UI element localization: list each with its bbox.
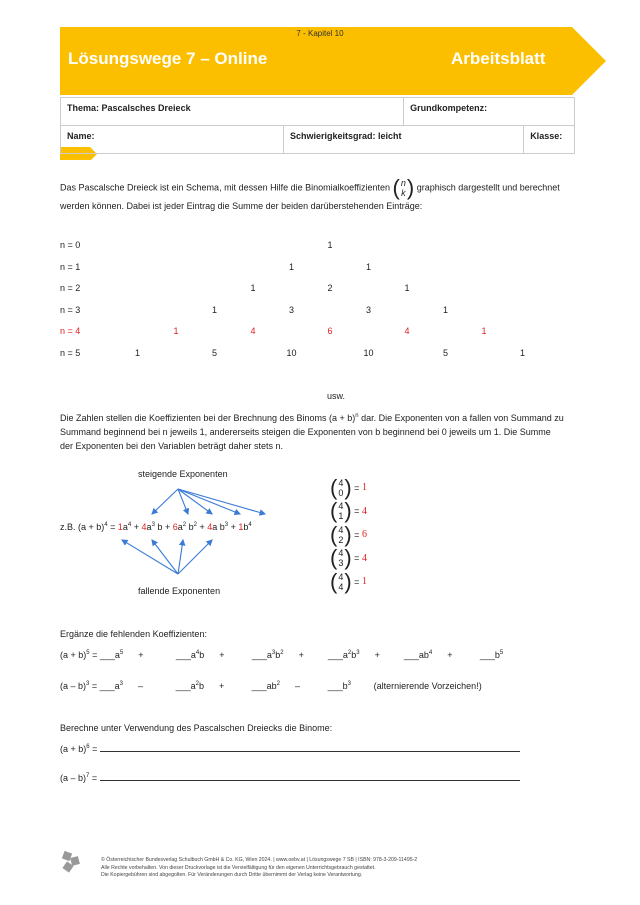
paren-close: ) xyxy=(344,498,352,524)
blank-field[interactable]: ___ xyxy=(327,681,343,691)
row-note: (alternierende Vorzeichen!) xyxy=(373,681,482,691)
equals: = xyxy=(351,506,362,517)
equals: = xyxy=(89,773,100,783)
task1-row2 xyxy=(60,681,482,691)
triangle-entry: 5 xyxy=(211,347,217,358)
triangle-entry: 10 xyxy=(286,347,297,358)
binome-lhs: (a – b) xyxy=(60,773,87,783)
term-var-a: a xyxy=(146,522,152,532)
blank-field[interactable]: ___ xyxy=(251,681,267,691)
term-sup-a: 3 xyxy=(151,522,155,528)
term-var: a xyxy=(114,681,120,691)
blank-field[interactable]: ___ xyxy=(175,681,191,691)
term-var-b: b xyxy=(219,522,225,532)
triangle-entry: 3 xyxy=(365,304,371,315)
term-sup2: 3 xyxy=(356,650,360,656)
binomial-value: 1 xyxy=(361,482,367,494)
blank-field[interactable]: ___ xyxy=(327,650,343,660)
triangle-entry: 1 xyxy=(481,326,487,336)
term-sup-a: 4 xyxy=(127,522,132,528)
blank-field[interactable]: ___ xyxy=(99,650,115,660)
equals: = xyxy=(351,529,362,540)
binomial-list xyxy=(330,476,367,594)
term-slot xyxy=(176,650,252,660)
term-slot xyxy=(100,681,176,691)
explanation-sup: n xyxy=(355,413,359,419)
answer-line[interactable] xyxy=(100,743,520,752)
triangle-row-label: n = 3 xyxy=(60,304,81,315)
worksheet-title: Lösungswege 7 – Online xyxy=(68,49,268,68)
triangle-entry: 5 xyxy=(442,347,448,358)
term-var-b: b xyxy=(243,522,249,532)
binomial-item xyxy=(330,523,367,547)
term-var: a xyxy=(190,681,196,691)
paren-open: ( xyxy=(330,498,338,524)
triangle-entry: 3 xyxy=(288,304,294,315)
triangle-entry: 1 xyxy=(442,304,448,315)
term-var-b: b xyxy=(157,522,163,532)
binomial-top: 4 xyxy=(338,548,344,559)
paren-close: ) xyxy=(344,474,352,500)
triangle-entry: 1 xyxy=(211,304,217,315)
binomial-top: 4 xyxy=(338,501,344,512)
operator: – xyxy=(280,681,301,691)
binome-lhs: (a + b) xyxy=(60,744,87,754)
operator: + xyxy=(432,650,453,660)
term-var2: b xyxy=(199,650,205,660)
term-sup: 4 xyxy=(195,650,200,656)
equals: = xyxy=(89,681,100,691)
binom-n-k: ( n k ) xyxy=(392,175,415,200)
term-slot xyxy=(252,650,328,660)
term-slot xyxy=(328,681,368,691)
paren-open: ( xyxy=(330,545,338,571)
operator: + xyxy=(359,650,380,660)
triangle-entry: 4 xyxy=(404,326,410,336)
triangle-entry: 1 xyxy=(134,347,140,358)
term-var-a: a xyxy=(122,522,128,532)
term-var: a xyxy=(190,650,196,660)
triangle-entry: 1 xyxy=(404,283,410,293)
term-coefficient: 1 xyxy=(117,522,123,532)
operator: – xyxy=(123,681,144,691)
explanation-line1a: Die Zahlen stellen die Koeffizienten bei der Brechnung des Binoms (a + b) xyxy=(60,413,356,423)
triangle-entry: 6 xyxy=(327,326,333,336)
blank-field[interactable]: ___ xyxy=(175,650,191,660)
binomial-top: 4 xyxy=(338,571,344,582)
term-sup: 2 xyxy=(276,681,281,687)
plus-sign: + xyxy=(196,522,208,532)
term-var: b xyxy=(342,681,348,691)
triangle-entry: 1 xyxy=(365,261,371,272)
competence-cell: Grundkompetenz: xyxy=(404,98,575,126)
binomial-bottom: 3 xyxy=(338,558,344,569)
triangle-row-label: n = 4 xyxy=(60,326,81,336)
equals: = xyxy=(351,576,362,587)
term-sup: 5 xyxy=(499,650,504,656)
plus-sign: + xyxy=(131,522,142,532)
etc-label: usw. xyxy=(327,391,346,401)
class-cell: Klasse: xyxy=(524,126,575,154)
term-sup: 2 xyxy=(347,650,352,656)
binomial-item xyxy=(330,476,367,500)
blank-field[interactable]: ___ xyxy=(403,650,419,660)
example-prefix-sup: 4 xyxy=(104,522,108,528)
blank-field[interactable]: ___ xyxy=(479,650,495,660)
plus-sign: + xyxy=(228,522,239,532)
triangle-entry: 10 xyxy=(363,347,374,358)
triangle-entry: 1 xyxy=(250,283,256,293)
term-slot xyxy=(328,650,404,660)
paren-close: ) xyxy=(344,521,352,547)
footer-line2: Alle Rechte vorbehalten. Von dieser Druckvorlage ist die Vervielfältigung für den eigenen Unterrichtsgebrauch gestattet. xyxy=(101,864,376,871)
binome-sup: 7 xyxy=(86,773,90,779)
triangle-row-label: n = 0 xyxy=(60,240,81,250)
paren-close: ) xyxy=(344,568,352,594)
binomial-value: 4 xyxy=(361,505,367,517)
row-lhs: (a – b) xyxy=(60,681,87,691)
term-coefficient: 1 xyxy=(238,522,244,532)
triangle-row-label: n = 2 xyxy=(60,283,81,293)
term-slot xyxy=(252,681,328,691)
binomial-item xyxy=(330,570,367,594)
binomial-stack xyxy=(338,525,343,545)
operator: + xyxy=(204,681,225,691)
term-var: b xyxy=(494,650,500,660)
example-prefix: z.B. (a + b) xyxy=(60,522,105,532)
explanation-line1b: dar. Die Exponenten von a fallen von Summand zu xyxy=(358,413,564,423)
operator: + xyxy=(204,650,225,660)
explanation-line2: Summand beginnend bei n jeweils 1, andererseits steigen die Exponenten von b beginnend bei 0 jeweils um 1. Die Summe xyxy=(60,427,551,437)
chapter-label: 7 - Kapitel 10 xyxy=(296,29,344,38)
term-var2: b xyxy=(275,650,281,660)
term-var-a: a xyxy=(177,522,183,532)
intro-text-1: Das Pascalsche Dreieck ist ein Schema, mit dessen Hilfe die Binomialkoeffizienten xyxy=(60,182,390,193)
triangle-row-label: n = 5 xyxy=(60,347,81,358)
binome-line xyxy=(60,772,520,783)
intro-text-2: graphisch dargestellt und berechnet xyxy=(416,182,560,193)
binomial-bottom: 2 xyxy=(338,534,344,545)
row-lhs-sup: 5 xyxy=(86,650,90,656)
binomial-stack xyxy=(338,478,343,498)
binome-sup: 6 xyxy=(86,744,90,750)
sheet-type-label: Arbeitsblatt xyxy=(451,49,546,68)
example-expansion: z.B. $(a + b)^4 = 1a^4 + 4a^3$ $b + 6a^2$ $b^2 + 4a$ $b^3 + 1b^4$ xyxy=(60,522,252,532)
row-lhs: (a + b) xyxy=(60,650,87,660)
equals: = xyxy=(89,650,100,660)
term-sup-b: 3 xyxy=(224,522,229,528)
term-sup: 3 xyxy=(347,681,352,687)
answer-line[interactable] xyxy=(100,772,520,781)
rising-exponents-label: steigende Exponenten xyxy=(138,469,228,479)
blank-field[interactable]: ___ xyxy=(251,650,267,660)
intro-text-3: werden können. Dabei ist jeder Eintrag die Summe der beiden darüberstehenden Einträge: xyxy=(60,201,423,211)
term-slot xyxy=(480,650,510,660)
term-sup: 3 xyxy=(119,681,124,687)
term-var: a xyxy=(266,650,272,660)
binomial-stack xyxy=(338,572,343,592)
binome-line xyxy=(60,743,520,754)
task2-heading: Berechne unter Verwendung des Pascalschen Dreiecks die Binome: xyxy=(60,723,333,733)
binom-top: n xyxy=(400,178,406,188)
binomial-value: 4 xyxy=(361,552,367,564)
footer xyxy=(101,857,417,880)
term-var2: b xyxy=(351,650,357,660)
term-sup2: 2 xyxy=(280,650,284,656)
operator: + xyxy=(123,650,144,660)
binomial-bottom: 4 xyxy=(338,581,344,592)
equals: = xyxy=(89,744,100,754)
term-var: ab xyxy=(266,681,277,691)
paren-open: ( xyxy=(330,568,338,594)
topic-cell: Thema: Pascalsches Dreieck xyxy=(61,98,404,126)
triangle-entry: 1 xyxy=(288,261,294,272)
triangle-row-label: n = 1 xyxy=(60,261,81,272)
paren-open: ( xyxy=(330,474,338,500)
task1-row1 xyxy=(60,650,510,660)
term-sup: 5 xyxy=(119,650,124,656)
term-var-a: a xyxy=(212,522,218,532)
binomial-item xyxy=(330,547,367,571)
term-sup-b: 4 xyxy=(248,522,252,528)
paren-open: ( xyxy=(330,521,338,547)
term-sup: 2 xyxy=(195,681,200,687)
binomial-bottom: 0 xyxy=(338,487,344,498)
term-slot xyxy=(176,681,252,691)
binomial-item xyxy=(330,500,367,524)
term-var: ab xyxy=(418,650,429,660)
blank-field[interactable]: ___ xyxy=(99,681,115,691)
falling-exponents-label: fallende Exponenten xyxy=(138,586,221,596)
term-slot xyxy=(404,650,480,660)
task1-heading: Ergänze die fehlenden Koeffizienten: xyxy=(60,629,207,639)
binomial-bottom: 1 xyxy=(338,511,344,522)
triangle-entry: 1 xyxy=(327,240,333,250)
difficulty-cell: Schwierigkeitsgrad: leicht xyxy=(284,126,524,154)
term-var-b: b xyxy=(188,522,194,532)
operator: + xyxy=(283,650,304,660)
term-coefficient: 4 xyxy=(141,522,147,532)
equals: = xyxy=(351,553,362,564)
binom-bottom: k xyxy=(401,188,406,198)
binomial-stack xyxy=(338,501,343,521)
binomial-stack xyxy=(338,548,343,568)
footer-line1: © Österreichischer Bundesverlag Schulbuch GmbH & Co. KG, Wien 2024. | www.oebv.at | Lösungswege 7 SB | ISBN: 978-3-209-11495-2 xyxy=(101,857,418,863)
example-terms xyxy=(118,522,252,532)
binomial-value: 1 xyxy=(361,576,367,588)
term-sup-a: 2 xyxy=(182,522,187,528)
triangle-entry: 4 xyxy=(250,326,256,336)
name-cell: Name: xyxy=(61,126,284,154)
footer-line3: Die Kopiergebühren sind abgegolten. Für Veränderungen durch Dritte übernimmt der Verlag keine Verantwortung. xyxy=(101,872,363,878)
row-lhs-sup: 3 xyxy=(86,681,90,687)
term-sup: 4 xyxy=(428,650,433,656)
paren-close: ) xyxy=(344,545,352,571)
plus-sign: + xyxy=(162,522,173,532)
explanation-line3: der Exponenten bei den Variablen beträgt daher stets n. xyxy=(60,441,283,451)
triangle-entry: 1 xyxy=(173,326,179,336)
term-var: a xyxy=(342,650,348,660)
triangle-entry: 2 xyxy=(327,283,333,293)
term-sup-b: 2 xyxy=(193,522,197,528)
publisher-logo-icon xyxy=(60,851,82,873)
term-var: a xyxy=(114,650,120,660)
equals: = xyxy=(351,482,362,493)
binomial-value: 6 xyxy=(361,529,367,541)
triangle-entry: 1 xyxy=(519,347,525,358)
term-slot xyxy=(100,650,176,660)
term-coefficient: 6 xyxy=(172,522,178,532)
term-sup: 3 xyxy=(271,650,276,656)
binomial-top: 4 xyxy=(338,524,344,535)
term-coefficient: 4 xyxy=(207,522,213,532)
term-var2: b xyxy=(199,681,205,691)
binomial-top: 4 xyxy=(338,477,344,488)
